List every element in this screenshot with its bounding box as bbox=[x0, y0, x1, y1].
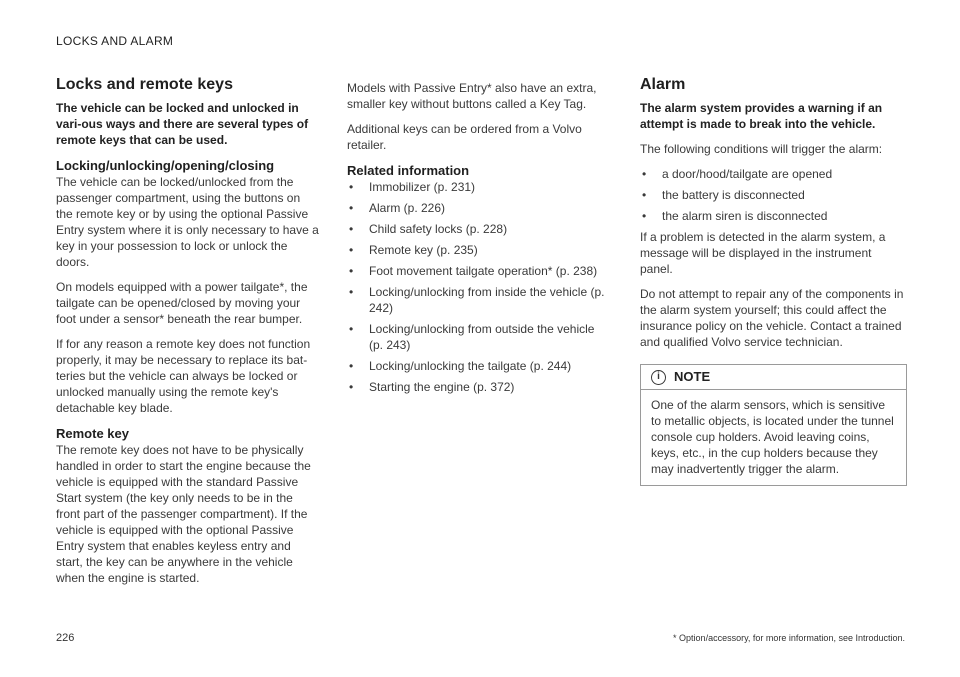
paragraph-locking: The vehicle can be locked/unlocked from the passenger compartment, using the buttons on the remote key or by using the optional Passive Entry system where it is only necessary to have a key in your possession to lock or unlock the doors. bbox=[56, 175, 319, 269]
related-link[interactable]: • Locking/unlocking from outside the vehicle (p. 243) bbox=[347, 321, 609, 353]
footnote: * Option/accessory, for more information, see Introduction. bbox=[673, 633, 905, 643]
heading-alarm: Alarm bbox=[640, 76, 686, 93]
info-icon: i bbox=[651, 370, 666, 385]
related-link[interactable]: • Child safety locks (p. 228) bbox=[347, 221, 609, 237]
paragraph-batteries: If for any reason a remote key does not function properly, it may be necessary to replace its bat-teries but the vehicle can always be locked or unlocked manually using the remote key's detachable key blade. bbox=[56, 337, 311, 415]
related-link[interactable]: • Immobilizer (p. 231) bbox=[347, 179, 609, 195]
heading-related-information: Related information bbox=[347, 163, 470, 178]
paragraph-remote-key: The remote key does not have to be physically handled in order to start the engine because the vehicle is equipped with the standard Passive Start system (the key only needs to be in the front part of the passenger compartment). If the vehicle is equipped with the optional Passive Entry system that enables keyless entry and start, the key can be anywhere in the vehicle when the engine is started. bbox=[56, 443, 311, 585]
column-alarm bbox=[640, 76, 906, 486]
related-link[interactable]: • Locking/unlocking from inside the vehicle (p. 242) bbox=[347, 284, 609, 316]
paragraph-power-tailgate: On models equipped with a power tailgate*, the tailgate can be opened/closed by moving your foot under a sensor* beneath the rear bumper. bbox=[56, 280, 308, 326]
related-link[interactable]: • Starting the engine (p. 372) bbox=[347, 379, 609, 395]
intro-paragraph: The vehicle can be locked and unlocked in vari-ous ways and there are several types of remote keys that can be used. bbox=[56, 101, 309, 147]
heading-locking-unlocking: Locking/unlocking/opening/closing bbox=[56, 158, 275, 173]
related-link[interactable]: • Remote key (p. 235) bbox=[347, 242, 609, 258]
paragraph-additional-keys: Additional keys can be ordered from a Volvo retailer. bbox=[347, 122, 582, 152]
list-item: • the battery is disconnected bbox=[640, 187, 906, 203]
paragraph-key-tag: Models with Passive Entry* also have an extra, smaller key without buttons called a Key Tag. bbox=[347, 81, 597, 111]
alarm-intro-paragraph: The alarm system provides a warning if an attempt is made to break into the vehicle. bbox=[640, 101, 883, 131]
heading-locks-and-remote-keys: Locks and remote keys bbox=[56, 76, 233, 93]
note-box bbox=[640, 364, 907, 486]
note-text: One of the alarm sensors, which is sensitive to metallic objects, is located under the tunnel console cup holders. Avoid leaving coins, keys, etc., in the cup holders because they may inadvertently trigger the alarm. bbox=[651, 398, 894, 476]
column-locks-and-remote-keys bbox=[56, 76, 320, 595]
note-label: NOTE bbox=[674, 369, 711, 384]
related-information-list bbox=[347, 179, 609, 395]
page-number: 226 bbox=[56, 632, 75, 644]
section-header: LOCKS AND ALARM bbox=[56, 34, 174, 48]
related-link[interactable]: • Foot movement tailgate operation* (p. 238) bbox=[347, 263, 609, 279]
list-item: • the alarm siren is disconnected bbox=[640, 208, 906, 224]
paragraph-problem-detected: If a problem is detected in the alarm system, a message will be displayed in the instrument panel. bbox=[640, 230, 886, 276]
column-key-tag-and-related bbox=[347, 80, 609, 400]
note-header bbox=[641, 365, 906, 390]
related-link[interactable]: • Alarm (p. 226) bbox=[347, 200, 609, 216]
paragraph-trigger-conditions: The following conditions will trigger the alarm: bbox=[640, 142, 883, 156]
related-link[interactable]: • Locking/unlocking the tailgate (p. 244) bbox=[347, 358, 609, 374]
heading-remote-key: Remote key bbox=[56, 426, 129, 441]
paragraph-do-not-repair: Do not attempt to repair any of the components in the alarm system yourself; this could affect the insurance policy on the vehicle. Contact a trained and qualified Volvo service technician. bbox=[640, 287, 904, 349]
alarm-conditions-list bbox=[640, 166, 906, 224]
list-item: • a door/hood/tailgate are opened bbox=[640, 166, 906, 182]
